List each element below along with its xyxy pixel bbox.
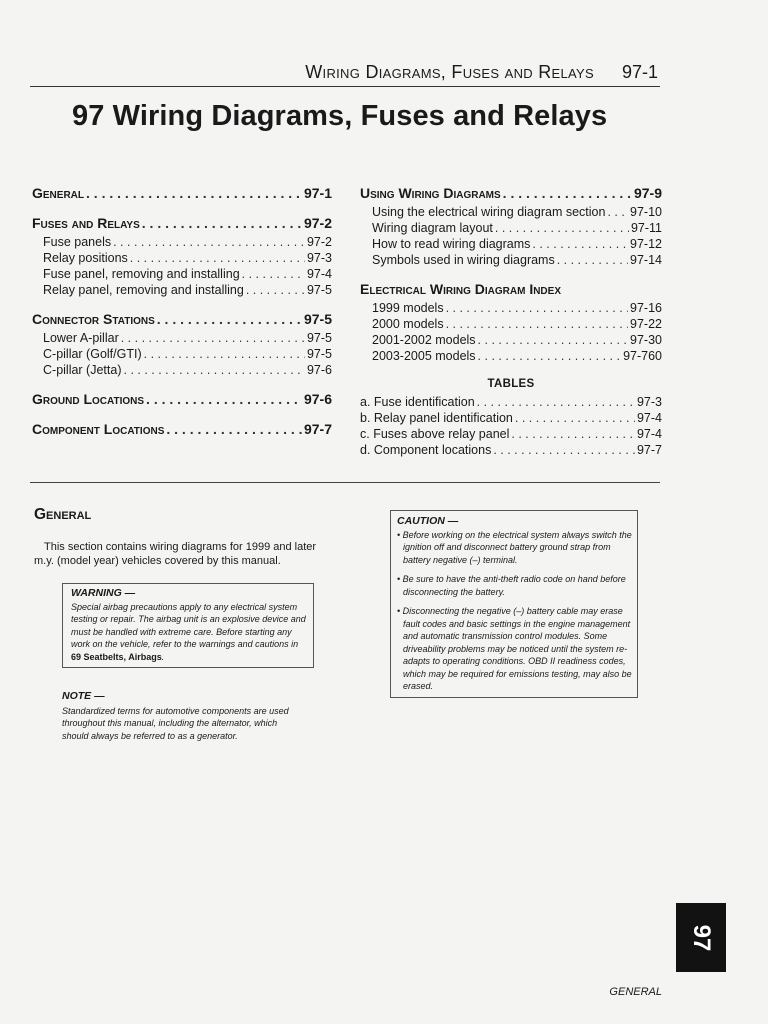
chapter-tab-marker xyxy=(676,903,726,972)
toc-page: 97-16 xyxy=(630,301,662,315)
toc-label: d. Component locations xyxy=(360,443,492,457)
leader-dots xyxy=(493,442,635,458)
toc-page: 97-6 xyxy=(303,391,332,407)
toc-page: 97-5 xyxy=(303,311,332,327)
toc-label: c. Fuses above relay panel xyxy=(360,427,510,441)
toc-page: 97-30 xyxy=(630,333,662,347)
toc-page: 97-5 xyxy=(306,331,332,345)
tables-heading: TABLES xyxy=(487,378,535,390)
leader-dots xyxy=(532,236,628,252)
running-header-title: Wiring Diagrams, Fuses and Relays xyxy=(305,62,594,82)
toc-page: 97-4 xyxy=(636,411,662,425)
leader-dots xyxy=(446,300,628,316)
toc-label: Relay positions xyxy=(43,251,128,265)
warning-body xyxy=(71,601,307,664)
toc-entry-connector-stations[interactable] xyxy=(32,310,332,328)
toc-entry-using-section[interactable] xyxy=(360,204,662,220)
leader-dots xyxy=(557,252,628,268)
toc-label: C-pillar (Jetta) xyxy=(43,363,122,377)
toc-entry-component-locations[interactable] xyxy=(32,420,332,438)
toc-label: Relay panel, removing and installing xyxy=(43,283,244,297)
toc-label: How to read wiring diagrams xyxy=(372,237,531,251)
warning-end: . xyxy=(161,651,165,662)
toc-page: 97-4 xyxy=(306,267,332,281)
toc-page: 97-12 xyxy=(630,237,662,251)
leader-dots xyxy=(144,346,305,362)
warning-title: WARNING — xyxy=(71,587,136,599)
leader-dots xyxy=(246,282,305,298)
leader-dots xyxy=(495,220,629,236)
running-header xyxy=(30,60,660,87)
caution-title: CAUTION — xyxy=(397,515,459,527)
chapter-tab-number: 97 xyxy=(688,924,715,951)
section-divider xyxy=(30,482,660,483)
toc-entry-table-a[interactable] xyxy=(360,394,662,410)
toc-label: Symbols used in wiring diagrams xyxy=(372,253,555,267)
caution-bullet: • Before working on the electrical system always switch the ignition off and disconnect battery ground strap from battery negative (–) terminal. xyxy=(397,529,632,565)
leader-dots xyxy=(607,204,628,220)
leader-dots xyxy=(142,214,302,232)
toc-label: Component Locations xyxy=(32,421,165,437)
toc-label: Fuses and Relays xyxy=(32,215,140,231)
toc-left-column xyxy=(32,184,332,440)
toc-page: 97-760 xyxy=(623,349,662,363)
warning-text: Special airbag precautions apply to any electrical system testing or repair. The airbag unit is an explosive device and must be handled with extreme care. Before starting any work on the vehicle, refer to the warnings and cautions in xyxy=(71,601,306,649)
toc-label: Connector Stations xyxy=(32,311,155,327)
toc-page: 97-3 xyxy=(636,395,662,409)
leader-dots xyxy=(121,330,305,346)
toc-page: 97-10 xyxy=(630,205,662,219)
toc-page: 97-1 xyxy=(303,185,332,201)
toc-entry-2001-2002-models[interactable] xyxy=(360,332,662,348)
leader-dots xyxy=(478,348,622,364)
toc-entry-how-to-read[interactable] xyxy=(360,236,662,252)
leader-dots xyxy=(166,420,302,438)
toc-entry-2003-2005-models[interactable] xyxy=(360,348,662,364)
toc-entry-fuse-panel-removing[interactable] xyxy=(32,266,332,282)
toc-page: 97-2 xyxy=(303,215,332,231)
toc-entry-2000-models[interactable] xyxy=(360,316,662,332)
toc-label: 2003-2005 models xyxy=(372,349,476,363)
toc-entry-1999-models[interactable] xyxy=(360,300,662,316)
toc-entry-table-c[interactable] xyxy=(360,426,662,442)
toc-page: 97-5 xyxy=(306,283,332,297)
leader-dots xyxy=(446,316,628,332)
toc-page: 97-2 xyxy=(306,235,332,249)
toc-page: 97-14 xyxy=(630,253,662,267)
toc-right-column xyxy=(360,184,662,458)
leader-dots xyxy=(503,184,632,202)
caution-box xyxy=(390,510,638,698)
leader-dots xyxy=(242,266,305,282)
toc-entry-symbols[interactable] xyxy=(360,252,662,268)
toc-label: Electrical Wiring Diagram Index xyxy=(360,281,561,297)
chapter-title: 97 Wiring Diagrams, Fuses and Relays xyxy=(72,100,608,132)
note-body: Standardized terms for automotive components are used throughout this manual, including the alternator, which should always be referred to as a generator. xyxy=(62,705,289,741)
toc-entry-table-b[interactable] xyxy=(360,410,662,426)
toc-label: General xyxy=(32,185,85,201)
toc-entry-electrical-index[interactable] xyxy=(360,280,662,298)
leader-dots xyxy=(130,250,305,266)
toc-entry-table-d[interactable] xyxy=(360,442,662,458)
toc-page: 97-9 xyxy=(633,185,662,201)
note-title: NOTE — xyxy=(62,690,105,702)
toc-page: 97-5 xyxy=(306,347,332,361)
leader-dots xyxy=(113,234,305,250)
leader-dots xyxy=(511,426,635,442)
toc-entry-c-pillar-jetta[interactable] xyxy=(32,362,332,378)
toc-entry-relay-positions[interactable] xyxy=(32,250,332,266)
toc-entry-fuse-panels[interactable] xyxy=(32,234,332,250)
leader-dots xyxy=(478,332,628,348)
toc-page: 97-22 xyxy=(630,317,662,331)
toc-label: Fuse panels xyxy=(43,235,112,249)
toc-entry-general[interactable] xyxy=(32,184,332,202)
toc-label: C-pillar (Golf/GTI) xyxy=(43,347,142,361)
caution-bullet: • Disconnecting the negative (–) battery cable may erase fault codes and basic settings in the engine management and automatic transmission control modules. Some driveability problems may be noticed until the system re-adapts to operating conditions. OBD II readiness codes, which may be required for emissions testing, may also be erased. xyxy=(397,606,632,691)
toc-entry-lower-a-pillar[interactable] xyxy=(32,330,332,346)
toc-label: 1999 models xyxy=(372,301,444,315)
toc-label: Fuse panel, removing and installing xyxy=(43,267,240,281)
toc-label: Using the electrical wiring diagram section xyxy=(372,205,606,219)
toc-label: b. Relay panel identification xyxy=(360,411,513,425)
toc-entry-diagram-layout[interactable] xyxy=(360,220,662,236)
toc-label: Lower A-pillar xyxy=(43,331,119,345)
page-footer: GENERAL xyxy=(609,986,662,998)
leader-dots xyxy=(477,394,635,410)
toc-label: a. Fuse identification xyxy=(360,395,475,409)
leader-dots xyxy=(515,410,635,426)
toc-entry-fuses-and-relays[interactable] xyxy=(32,214,332,232)
toc-page: 97-4 xyxy=(636,427,662,441)
toc-page: 97-3 xyxy=(306,251,332,265)
leader-dots xyxy=(86,184,302,202)
leader-dots xyxy=(124,362,305,378)
toc-page: 97-6 xyxy=(306,363,332,377)
warning-box xyxy=(62,583,314,668)
toc-entry-c-pillar-golf[interactable] xyxy=(32,346,332,362)
section-title-general: General xyxy=(34,506,92,523)
toc-label: Using Wiring Diagrams xyxy=(360,185,501,201)
intro-paragraph: This section contains wiring diagrams for 1999 and later m.y. (model year) vehicles covered by this manual. xyxy=(34,541,317,567)
warning-reference: 69 Seatbelts, Airbags xyxy=(71,651,162,662)
toc-entry-using-wiring-diagrams[interactable] xyxy=(360,184,662,202)
toc-label: Ground Locations xyxy=(32,391,145,407)
note-block xyxy=(62,690,306,742)
toc-entry-relay-panel-removing[interactable] xyxy=(32,282,332,298)
page-number: 97-1 xyxy=(621,62,658,82)
caution-bullet: • Be sure to have the anti-theft radio code on hand before disconnecting the battery. xyxy=(397,574,626,597)
toc-page: 97-7 xyxy=(636,443,662,457)
toc-page: 97-11 xyxy=(630,221,662,235)
toc-label: 2000 models xyxy=(372,317,444,331)
toc-page: 97-7 xyxy=(303,421,332,437)
leader-dots xyxy=(146,390,302,408)
toc-entry-ground-locations[interactable] xyxy=(32,390,332,408)
toc-label: Wiring diagram layout xyxy=(372,221,493,235)
toc-label: 2001-2002 models xyxy=(372,333,476,347)
leader-dots xyxy=(157,310,302,328)
